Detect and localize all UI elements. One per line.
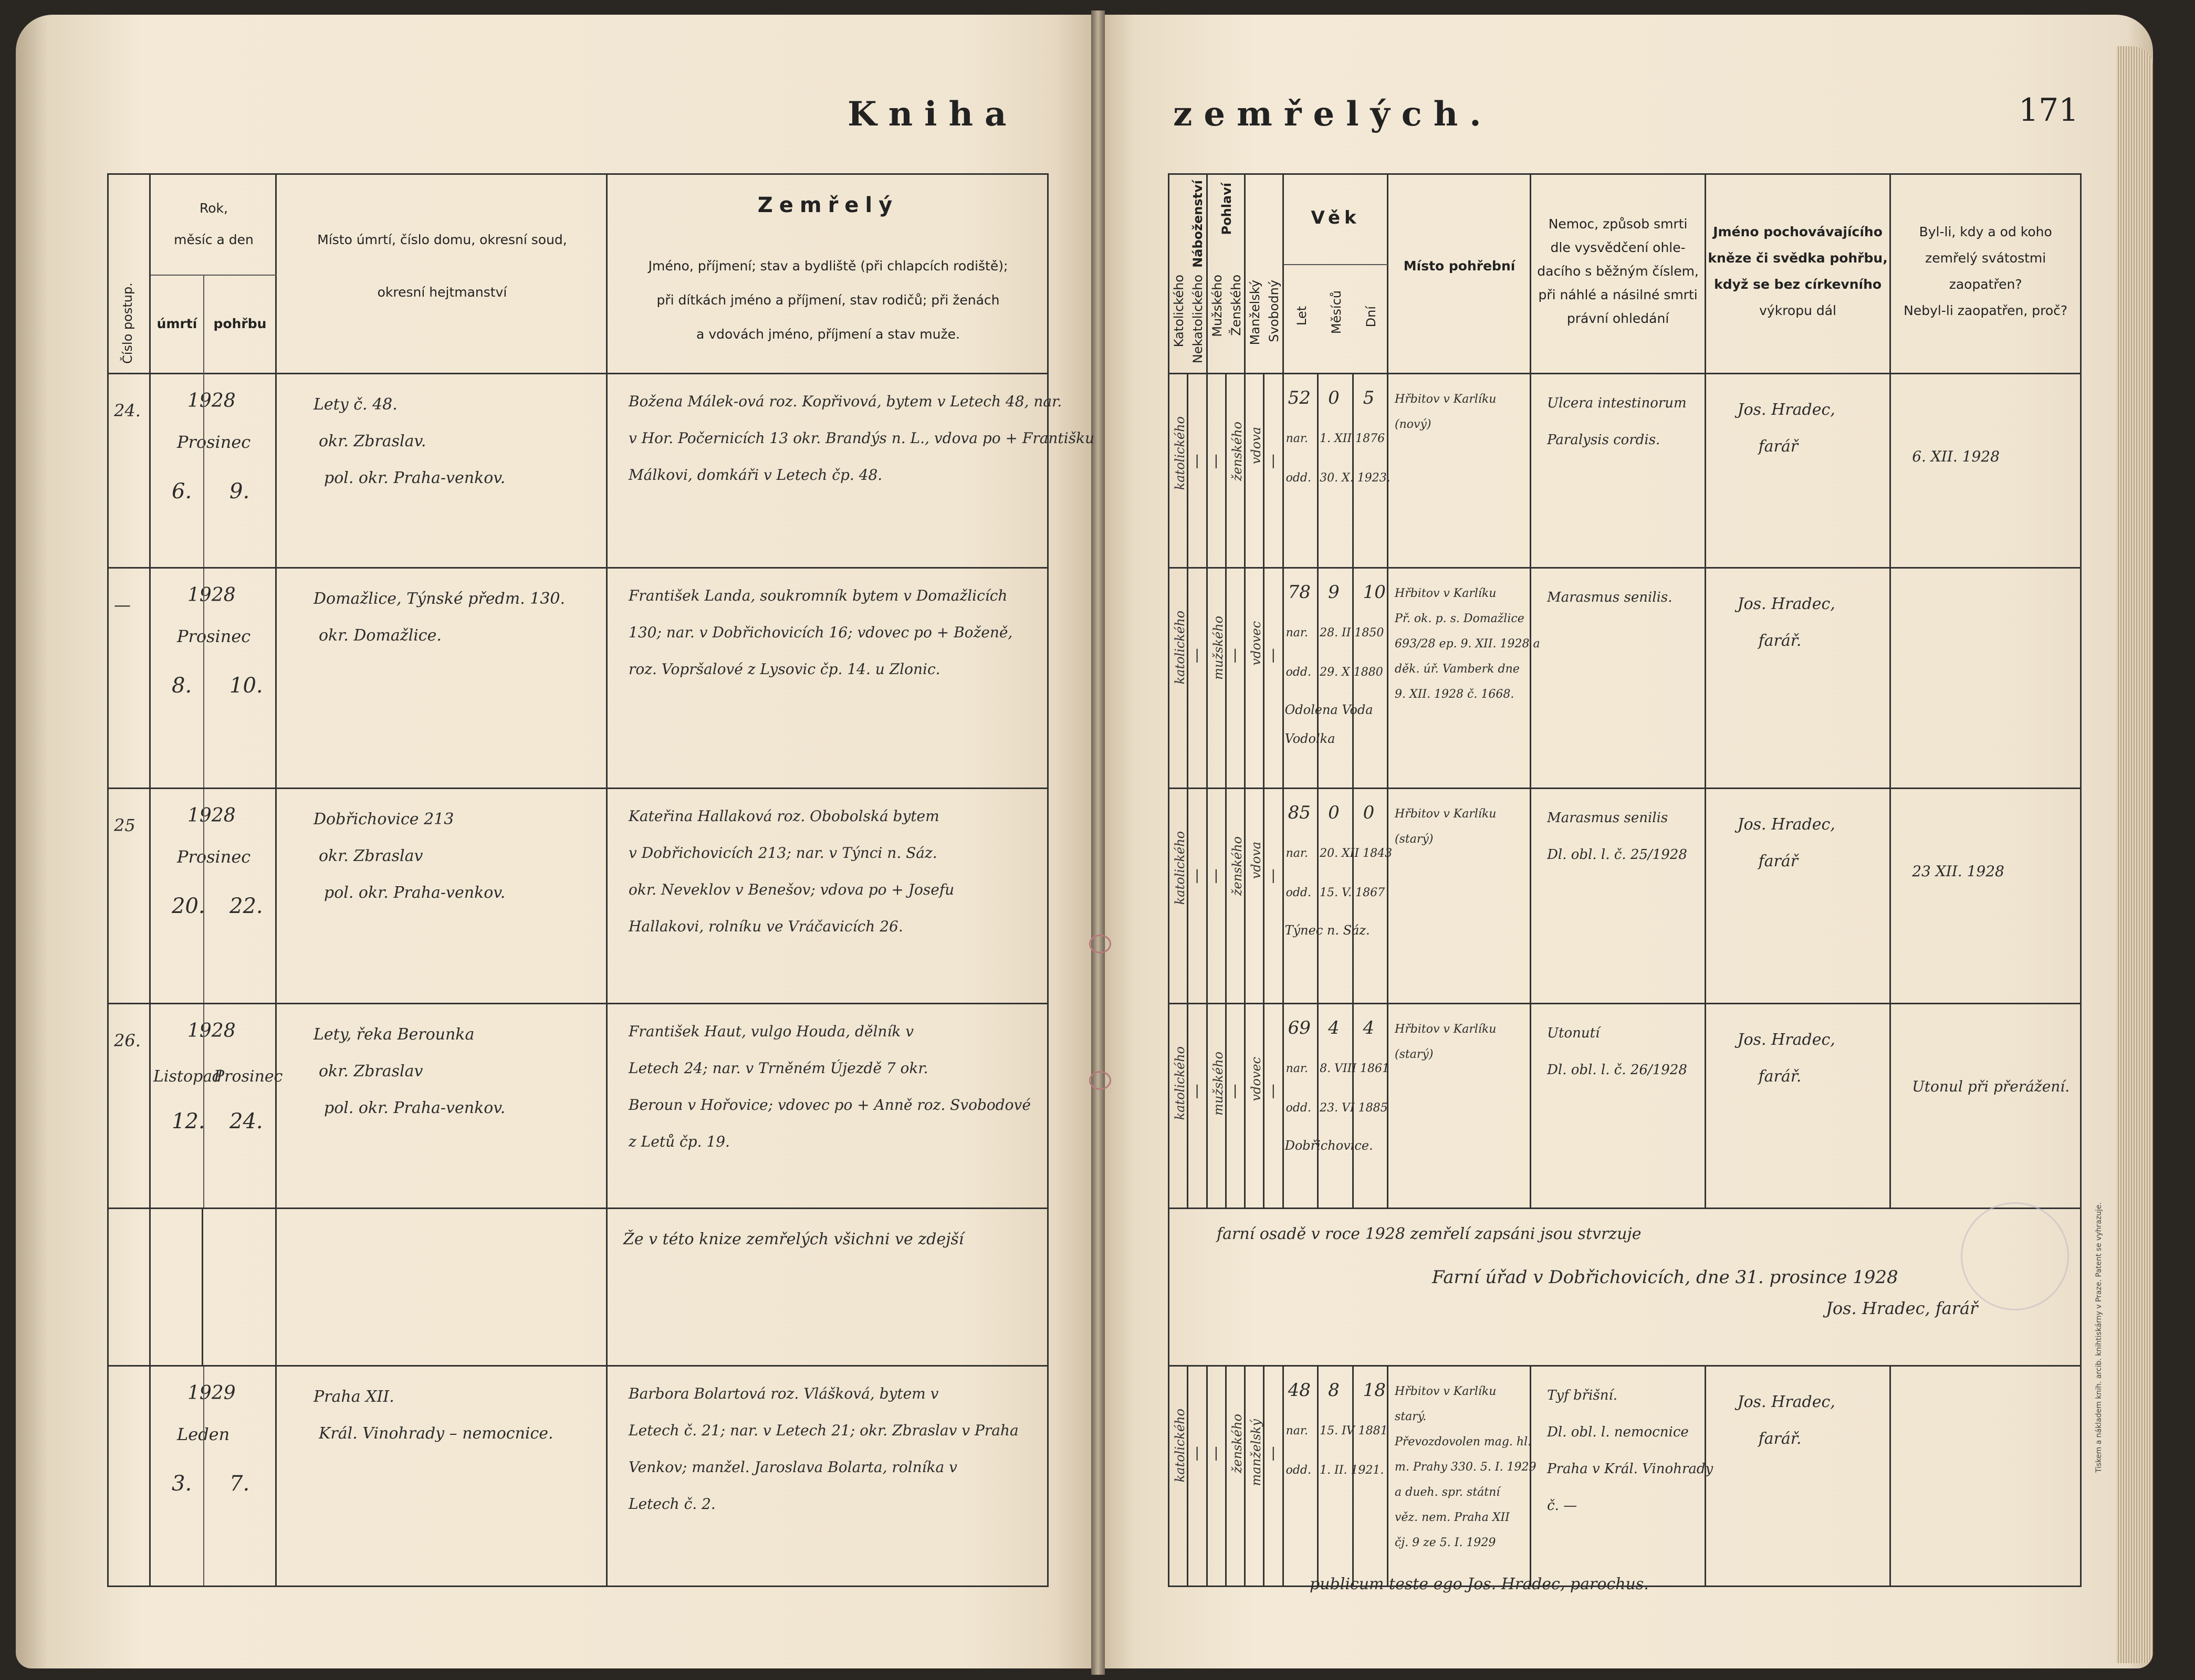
header-nemoc-5: právní ohledání — [1566, 311, 1669, 326]
place-line: Domažlice, Týnské předm. 130. — [313, 590, 566, 608]
age-years: 52 — [1288, 387, 1311, 408]
age-months: 8 — [1328, 1380, 1340, 1401]
header-let: Let — [1294, 306, 1309, 326]
age-days: 18 — [1363, 1380, 1386, 1401]
place-line: pol. okr. Praha-venkov. — [324, 469, 506, 487]
entry-month: Leden — [177, 1424, 230, 1444]
burial-place-line: děk. úř. Vamberk dne — [1395, 663, 1520, 676]
burial-place-line: věz. nem. Praha XII — [1395, 1511, 1510, 1524]
deceased-line: Málkovi, domkáři v Letech čp. 48. — [629, 466, 883, 484]
disease-line: Dl. obl. l. č. 25/1928 — [1547, 847, 1687, 863]
priest-line: Jos. Hradec, — [1737, 815, 1835, 834]
header-manzelsky: Manželský — [1248, 280, 1263, 345]
place-line: okr. Zbraslav — [319, 1062, 423, 1080]
burial-place-line: 9. XII. 1928 č. 1668. — [1395, 688, 1514, 701]
death-label: odd. — [1285, 1464, 1311, 1477]
table-row — [108, 568, 1048, 789]
entry-death-day: 3. — [172, 1472, 192, 1496]
disease-line: Paralysis cordis. — [1547, 432, 1660, 448]
entry-death-day: 8. — [172, 674, 192, 698]
priest-line: Jos. Hradec, — [1737, 1031, 1835, 1049]
extra-place-line: Týnec n. Sáz. — [1284, 923, 1370, 938]
religion-value: katolického — [1173, 416, 1187, 490]
entry-year: 1928 — [187, 390, 236, 412]
deceased-line: Venkov; manžel. Jaroslava Bolarta, rolníka v — [629, 1458, 957, 1476]
right-header-row — [1169, 174, 2081, 374]
deceased-line: Barbora Bolartová roz. Vlášková, bytem v — [629, 1385, 939, 1402]
burial-place-line: čj. 9 ze 5. I. 1929 — [1395, 1536, 1496, 1549]
disease-line: Tyf břišní. — [1547, 1388, 1618, 1403]
place-line: pol. okr. Praha-venkov. — [324, 884, 506, 902]
disease-line: Dl. obl. l. č. 26/1928 — [1547, 1062, 1687, 1078]
sex-value: ženského — [1229, 422, 1245, 481]
header-misto-pohrebni — [1388, 174, 1531, 374]
burial-place-line: (starý) — [1395, 1048, 1434, 1061]
priest-line: farář. — [1758, 632, 1802, 650]
header-zemrely-title: Zemřelý — [757, 193, 899, 217]
ditto-mark: | — [1232, 647, 1238, 663]
deceased-line: okr. Neveklov v Benešov; vdova po + Josefu — [629, 881, 955, 898]
left-header-row — [108, 174, 1048, 374]
priest-line: Jos. Hradec, — [1737, 401, 1835, 419]
left-register-table — [107, 173, 1095, 1587]
death-date: 15. V. 1867 — [1320, 886, 1385, 899]
closing-row-right — [1169, 1209, 2081, 1366]
header-kneze-3: když se bez církevního — [1714, 277, 1882, 292]
burial-place-line: Hřbitov v Karlíku — [1395, 1385, 1497, 1398]
header-zaopatren-3: zaopatřen? — [1949, 277, 2022, 292]
age-days: 5 — [1363, 387, 1375, 408]
header-umrti: úmrtí — [156, 316, 197, 331]
header-misto-label-1: Místo úmrtí, číslo domu, okresní soud, — [317, 232, 567, 247]
ditto-mark: | — [1214, 453, 1219, 469]
header-svobodny: Svobodný — [1267, 280, 1282, 342]
deceased-line: František Landa, soukromník bytem v Domažlicích — [629, 587, 1008, 604]
deceased-line: Letech č. 2. — [629, 1495, 716, 1513]
deceased-line: Beroun v Hořovice; vdovec po + Anně roz. Svobodové — [629, 1096, 1031, 1114]
page-title-left: Kniha — [848, 94, 1018, 134]
extra-place-line: Vodolka — [1284, 731, 1335, 746]
disease-line: Praha v Král. Vinohrady — [1547, 1461, 1713, 1477]
sex-value: mužského — [1210, 1052, 1226, 1116]
header-nemoc-4: při náhlé a násilné smrti — [1538, 287, 1698, 302]
header-vek — [1283, 174, 1387, 374]
age-months: 4 — [1328, 1017, 1340, 1038]
header-kneze-1: Jméno pochovávajícího — [1713, 224, 1883, 239]
header-vek-label: Věk — [1311, 207, 1361, 228]
entry-month: Prosinec — [177, 847, 251, 867]
birth-label: nar. — [1285, 847, 1308, 860]
ditto-mark: | — [1195, 1083, 1200, 1099]
death-label: odd. — [1285, 1101, 1311, 1115]
birth-label: nar. — [1285, 626, 1308, 639]
header-nemoc-3: dacího s běžným číslem, — [1537, 264, 1699, 279]
header-pohlavi — [1207, 174, 1245, 374]
place-line: pol. okr. Praha-venkov. — [324, 1099, 506, 1117]
place-line: Lety, řeka Berounka — [313, 1025, 475, 1044]
ditto-mark: | — [1271, 1083, 1276, 1099]
place-line: okr. Zbraslav. — [319, 432, 426, 450]
entry-year: 1929 — [187, 1382, 236, 1404]
deceased-line: Kateřina Hallaková roz. Obobolská bytem — [629, 807, 939, 825]
status-value: vdovec — [1249, 1057, 1264, 1101]
disease-line: Dl. obl. l. nemocnice — [1547, 1424, 1689, 1440]
age-days: 4 — [1363, 1017, 1375, 1038]
entry-burial-day: 7. — [229, 1472, 250, 1496]
header-kneze-4: výkropu dál — [1759, 303, 1836, 318]
birth-date: 15. IV 1881 — [1320, 1424, 1388, 1437]
table-row — [1169, 1004, 2081, 1209]
burial-place-line: (starý) — [1395, 833, 1434, 846]
entry-month-death: Listopad — [153, 1067, 223, 1086]
entry-month: Prosinec — [177, 626, 251, 646]
disease-line: Utonutí — [1547, 1025, 1600, 1041]
death-label: odd. — [1285, 471, 1311, 485]
ditto-mark: | — [1195, 647, 1200, 663]
sewing-thread — [1089, 1071, 1111, 1090]
religion-value: katolického — [1173, 1409, 1187, 1483]
table-row — [1169, 1366, 2081, 1587]
header-zaopatren — [1890, 174, 2081, 374]
header-pohrbu: pohřbu — [213, 316, 267, 331]
ditto-mark: | — [1214, 868, 1219, 884]
header-nemoc — [1531, 174, 1705, 374]
ditto-mark: | — [1214, 1445, 1219, 1461]
parish-stamp — [1961, 1202, 2069, 1310]
table-row — [1169, 789, 2081, 1004]
age-years: 78 — [1288, 582, 1311, 603]
birth-label: nar. — [1285, 1424, 1308, 1437]
deceased-line: Letech č. 21; nar. v Letech 21; okr. Zbraslav v Praha — [629, 1422, 1019, 1439]
sex-value: ženského — [1229, 1414, 1245, 1474]
death-label: odd. — [1285, 886, 1311, 899]
entry-burial-day: 24. — [229, 1109, 263, 1133]
header-kneze — [1705, 174, 1890, 374]
header-misto-label-2: okresní hejtmanství — [377, 285, 507, 300]
age-days: 0 — [1363, 802, 1375, 823]
age-months: 0 — [1328, 387, 1340, 408]
closing-row-left — [108, 1209, 1048, 1366]
birth-label: nar. — [1285, 432, 1308, 445]
header-nemoc-1: Nemoc, způsob smrti — [1548, 216, 1688, 232]
table-row — [108, 374, 1048, 568]
header-misto-pohrebni-label: Místo pohřební — [1403, 258, 1515, 274]
deceased-line: roz. Vopršalové z Lysovic čp. 14. u Zlonic. — [629, 660, 940, 678]
place-line: okr. Zbraslav — [319, 847, 423, 865]
entry-year: 1928 — [187, 584, 236, 606]
header-zemrely-1: Jméno, příjmení; stav a bydliště (při chlapcích rodiště); — [648, 258, 1008, 274]
header-nabozenstvi-label: Náboženství — [1190, 180, 1205, 268]
burial-place-line: 693/28 ep. 9. XII. 1928 a — [1395, 637, 1540, 650]
priest-line: Jos. Hradec, — [1737, 595, 1835, 613]
age-months: 0 — [1328, 802, 1340, 823]
header-zemrely — [607, 174, 1048, 374]
burial-place-line: Převozdovolen mag. hl. — [1395, 1435, 1532, 1448]
status-value: vdova — [1249, 427, 1264, 465]
deceased-line: v Hor. Počernicích 13 okr. Brandýs n. L., vdova po + Františku — [629, 429, 1095, 447]
age-years: 48 — [1288, 1380, 1311, 1401]
header-rok — [150, 174, 276, 374]
religion-value: katolického — [1173, 611, 1187, 685]
ditto-mark: | — [1195, 453, 1200, 469]
death-date: 23. VI 1885 — [1320, 1101, 1388, 1115]
header-muzskeho: Mužského — [1209, 275, 1225, 337]
deceased-line: František Haut, vulgo Houda, dělník v — [629, 1023, 914, 1040]
page-number: 171 — [2019, 92, 2079, 129]
burial-place-line: starý. — [1395, 1410, 1427, 1423]
deceased-line: 130; nar. v Dobřichovicích 16; vdovec po + Boženě, — [629, 624, 1013, 641]
header-stav — [1245, 174, 1283, 374]
ditto-mark: | — [1195, 868, 1200, 884]
deceased-line: Letech 24; nar. v Trněném Újezdě 7 okr. — [629, 1059, 928, 1077]
ditto-mark: | — [1271, 1445, 1276, 1461]
header-misto — [276, 174, 607, 374]
birth-date: 20. XII 1843 — [1320, 847, 1393, 860]
ditto-mark: | — [1271, 647, 1276, 663]
entry-burial-day: 22. — [229, 894, 263, 918]
right-register-table — [1168, 173, 2082, 1587]
age-years: 69 — [1288, 1017, 1311, 1038]
entry-year: 1928 — [187, 805, 236, 826]
sex-value: ženského — [1229, 836, 1245, 896]
closing-text-right-2: Farní úřad v Dobřichovicích, dne 31. prosince 1928 — [1432, 1267, 1898, 1288]
header-zaopatren-2: zemřelý svátostmi — [1925, 250, 2046, 266]
header-zenskeho: Ženského — [1228, 275, 1243, 336]
death-date: 29. X 1880 — [1320, 666, 1383, 679]
header-zaopatren-1: Byl-li, kdy a od koho — [1919, 224, 2052, 239]
header-katolickeho: Katolického — [1172, 275, 1186, 348]
book-spread — [7, 0, 2188, 1680]
table-row — [108, 1004, 1048, 1209]
deceased-line: v Dobřichovicích 213; nar. v Týnci n. Sáz. — [629, 844, 937, 862]
religion-value: katolického — [1173, 831, 1187, 905]
deceased-line: Božena Málek-ová roz. Kopřivová, bytem v Letech 48, nar. — [629, 393, 1062, 410]
birth-label: nar. — [1285, 1062, 1308, 1075]
place-line: okr. Domažlice. — [319, 626, 442, 645]
place-line: Lety č. 48. — [313, 395, 398, 414]
ditto-mark: | — [1195, 1445, 1200, 1461]
burial-place-line: (nový) — [1395, 418, 1431, 431]
place-line: Praha XII. — [313, 1388, 394, 1406]
ditto-mark: | — [1271, 453, 1276, 469]
status-value: vdova — [1249, 842, 1264, 879]
birth-date: 8. VIII 1861 — [1320, 1062, 1390, 1075]
table-row — [108, 789, 1048, 1004]
sacrament-line: Utonul při přerážení. — [1912, 1078, 2070, 1095]
entry-death-day: 20. — [172, 894, 205, 918]
book-spine — [1091, 10, 1105, 1675]
death-date: 1. II. 1921. — [1320, 1464, 1384, 1477]
entry-burial-day: 10. — [229, 674, 263, 698]
extra-place-line: Odolena Voda — [1284, 702, 1373, 717]
publication-note: publicum teste ego Jos. Hradec, parochus. — [1310, 1575, 1649, 1593]
sewing-thread — [1089, 934, 1111, 953]
header-cislo — [108, 174, 150, 374]
disease-line: Ulcera intestinorum — [1547, 395, 1687, 411]
header-zemrely-3: a vdovách jméno, příjmení a stav muže. — [696, 327, 960, 342]
page-title-right: zemřelých. — [1173, 94, 1493, 134]
age-years: 85 — [1288, 802, 1311, 823]
status-value: vdovec — [1249, 621, 1264, 666]
table-row — [1169, 568, 2081, 789]
burial-place-line: Hřbitov v Karlíku — [1395, 1023, 1497, 1036]
deceased-line: Hallakovi, rolníku ve Vráčavicích 26. — [629, 918, 903, 935]
entry-month-burial: Prosinec — [214, 1067, 283, 1086]
disease-line: Marasmus senilis. — [1547, 590, 1673, 605]
page-edges — [2116, 46, 2153, 1663]
burial-place-line: Hřbitov v Karlíku — [1395, 393, 1497, 406]
header-pohlavi-label: Pohlaví — [1219, 183, 1234, 235]
entry-death-day: 12. — [172, 1109, 205, 1133]
birth-date: 1. XII 1876 — [1320, 432, 1385, 445]
header-rok-label: Rok, — [200, 201, 228, 216]
closing-text-right-1: farní osadě v roce 1928 zemřelí zapsáni jsou stvrzuje — [1217, 1225, 1642, 1243]
ditto-mark: | — [1232, 1083, 1238, 1099]
entry-number: 26. — [114, 1031, 141, 1051]
religion-value: katolického — [1173, 1046, 1187, 1120]
entry-year: 1928 — [187, 1020, 236, 1042]
entry-number: — — [114, 595, 131, 615]
header-zaopatren-4: Nebyl-li zaopatřen, proč? — [1904, 303, 2068, 318]
place-line: Král. Vinohrady – nemocnice. — [319, 1424, 553, 1443]
sacrament-line: 6. XII. 1928 — [1912, 448, 2000, 465]
table-row — [1169, 374, 2081, 568]
extra-place-line: Dobřichovice. — [1284, 1138, 1373, 1153]
burial-place-line: Př. ok. p. s. Domažlice — [1395, 612, 1524, 625]
priest-line: farář. — [1758, 1430, 1802, 1448]
priest-line: farář — [1758, 852, 1799, 870]
header-nekatolickeho: Nekatolického — [1190, 275, 1205, 364]
ditto-mark: | — [1271, 868, 1276, 884]
sex-value: mužského — [1210, 616, 1226, 680]
header-mesicu: Měsíců — [1329, 290, 1344, 334]
closing-text-left: Že v této knize zemřelých všichni ve zdejší — [623, 1230, 964, 1248]
table-row — [108, 1366, 1048, 1587]
age-days: 10 — [1363, 582, 1386, 603]
printer-note: Tiskem a nákladem knih. arcib. knihtiskárny v Praze. Patent se vyhrazuje. — [2095, 1202, 2103, 1473]
disease-line: Marasmus senilis — [1547, 810, 1668, 826]
death-date: 30. X. 1923. — [1320, 471, 1391, 485]
header-zemrely-2: při dítkách jméno a příjmení, stav rodičů; při ženách — [656, 292, 1000, 308]
disease-line: č. — — [1547, 1498, 1577, 1514]
birth-date: 28. II 1850 — [1320, 626, 1384, 639]
burial-place-line: m. Prahy 330. 5. I. 1929 — [1395, 1461, 1537, 1474]
header-nemoc-2: dle vysvědčení ohle- — [1550, 240, 1686, 255]
place-line: Dobřichovice 213 — [313, 810, 454, 828]
death-label: odd. — [1285, 666, 1311, 679]
entry-number: 25 — [114, 815, 135, 835]
priest-line: farář — [1758, 437, 1799, 456]
header-cislo-label: Číslo postup. — [120, 282, 135, 364]
age-months: 9 — [1328, 582, 1340, 603]
entry-death-day: 6. — [172, 479, 192, 503]
status-value: manželský — [1249, 1419, 1264, 1486]
header-dni: Dní — [1363, 306, 1378, 328]
priest-line: farář. — [1758, 1067, 1802, 1086]
sacrament-line: 23 XII. 1928 — [1912, 863, 2004, 880]
burial-place-line: Hřbitov v Karlíku — [1395, 587, 1497, 600]
burial-place-line: Hřbitov v Karlíku — [1395, 807, 1497, 821]
priest-line: Jos. Hradec, — [1737, 1393, 1835, 1411]
header-kneze-2: kněze či svědka pohřbu, — [1708, 250, 1888, 266]
entry-burial-day: 9. — [229, 479, 250, 503]
deceased-line: z Letů čp. 19. — [629, 1133, 730, 1150]
entry-number: 24. — [114, 401, 141, 421]
entry-month: Prosinec — [177, 432, 251, 452]
closing-signature: Jos. Hradec, farář — [1826, 1298, 1978, 1318]
burial-place-line: a dueh. spr. státní — [1395, 1486, 1500, 1499]
header-nabozenstvi — [1169, 174, 1207, 374]
header-mesic-den-label: měsíc a den — [174, 232, 254, 247]
